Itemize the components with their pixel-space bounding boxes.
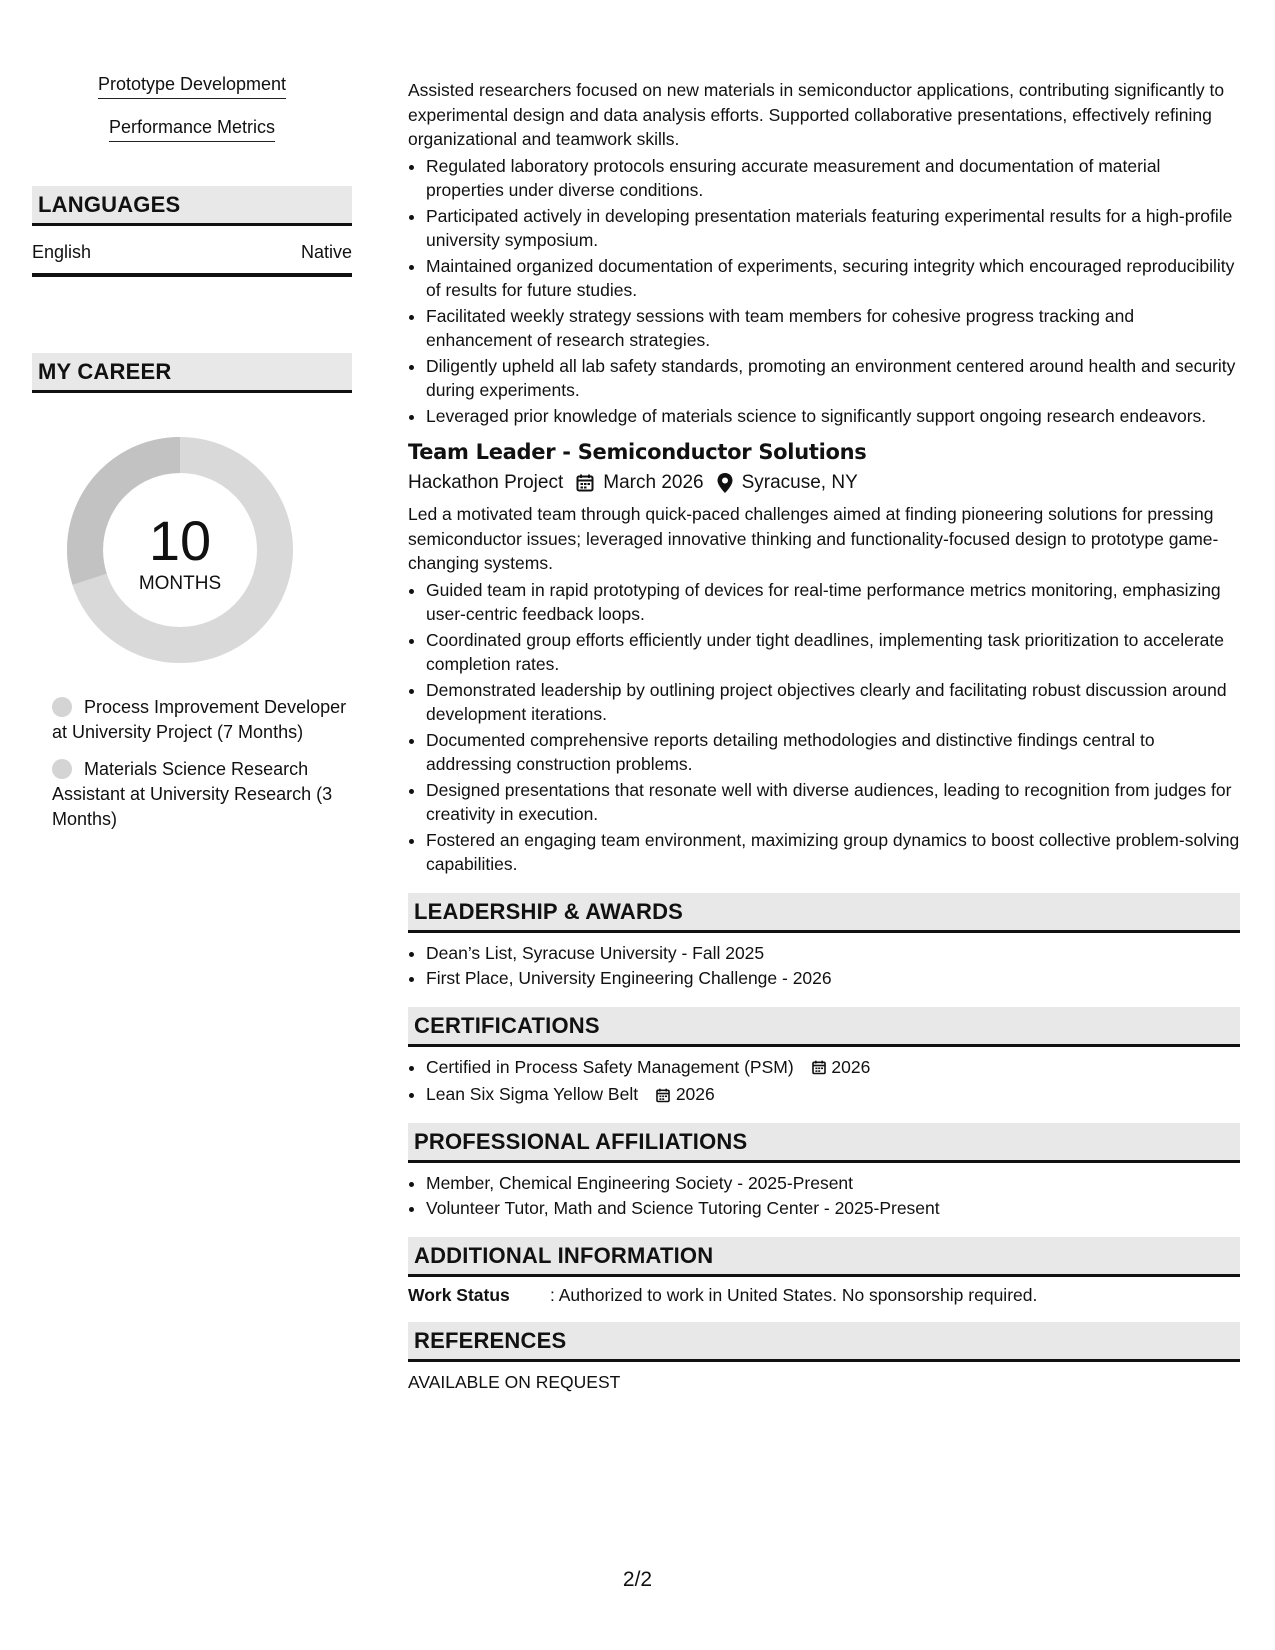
legend-dot	[52, 697, 72, 717]
certifications-list	[408, 1055, 1240, 1107]
work-status-value: : Authorized to work in United States. No sponsorship required.	[550, 1284, 1038, 1305]
job-title: Team Leader - Semiconductor Solutions	[408, 440, 867, 464]
certifications-header: CERTIFICATIONS	[408, 1007, 1240, 1047]
calendar-icon	[655, 1087, 671, 1104]
certification-item: • Lean Six Sigma Yellow Belt 2026	[426, 1082, 1240, 1107]
career-total-unit: MONTHS	[138, 573, 222, 594]
language-row	[32, 226, 352, 277]
award-item: • Dean’s List, Syracuse University - Fall 2025	[426, 941, 1240, 966]
job-summary: Led a motivated team through quick-paced challenges aimed at finding pioneering solutions for pressing semiconductor issues; leveraged innovative thinking and functionality-focused design to prototype game-changing systems.	[408, 504, 1219, 573]
certification-item: • Certified in Process Safety Management (PSM) 2026	[426, 1055, 1240, 1080]
affiliation-item: • Volunteer Tutor, Math and Science Tutoring Center - 2025-Present	[426, 1196, 1240, 1221]
skills-list	[32, 74, 352, 142]
certification-year: 2026	[675, 1084, 715, 1104]
bullet-item: • Demonstrated leadership by outlining project objectives clearly and facilitating robust discussion around development iterations.	[426, 678, 1240, 727]
experience-entry	[408, 440, 1240, 877]
bullet-item: • Fostered an engaging team environment, maximizing group dynamics to boost collective problem-solving capabilities.	[426, 828, 1240, 877]
career-header: MY CAREER	[32, 353, 352, 393]
languages-section	[32, 186, 352, 277]
page-number: 2/2	[622, 1568, 653, 1591]
references-text: AVAILABLE ON REQUEST	[408, 1371, 621, 1392]
experience-entry	[408, 78, 1240, 428]
bullet-item: • Participated actively in developing presentation materials featuring experimental results for a high-profile university symposium.	[426, 204, 1240, 253]
references-section	[408, 1322, 1240, 1393]
job-date: March 2026	[603, 472, 704, 493]
job-bullets	[408, 578, 1240, 877]
certifications-section	[408, 1007, 1240, 1107]
career-item: Materials Science Research Assistant at University Research (3 Months)	[52, 759, 333, 829]
awards-list	[408, 941, 1240, 991]
additional-info-section	[408, 1237, 1240, 1306]
awards-section	[408, 893, 1240, 991]
job-summary: Assisted researchers focused on new materials in semiconductor applications, contributing significantly to experimental design and data analysis efforts. Supported collaborative presentations, effectively refining organizational and teamwork skills.	[408, 80, 1225, 149]
language-level: Native	[300, 242, 352, 262]
awards-header: LEADERSHIP & AWARDS	[408, 893, 1240, 933]
calendar-icon	[575, 473, 595, 493]
languages-header: LANGUAGES	[32, 186, 352, 226]
additional-info-header: ADDITIONAL INFORMATION	[408, 1237, 1240, 1277]
sidebar	[32, 74, 352, 844]
bullet-item: • Facilitated weekly strategy sessions with team members for cohesive progress tracking and enhancement of research strategies.	[426, 304, 1240, 353]
bullet-item: • Coordinated group efforts efficiently under tight deadlines, implementing task prioritization to accelerate completion rates.	[426, 628, 1240, 677]
job-meta	[408, 472, 1240, 494]
work-status-row	[408, 1277, 1240, 1306]
bullet-item: • Guided team in rapid prototyping of devices for real-time performance metrics monitoring, emphasizing user-centric feedback loops.	[426, 578, 1240, 627]
affiliations-section	[408, 1123, 1240, 1221]
career-item: Process Improvement Developer at University Project (7 Months)	[52, 697, 347, 742]
language-name: English	[32, 242, 92, 262]
career-total-value: 10	[148, 509, 212, 572]
bullet-item: • Leveraged prior knowledge of materials science to significantly support ongoing research endeavors.	[426, 404, 1240, 429]
bullet-item: • Maintained organized documentation of experiments, securing integrity which encouraged reproducibility of results for future studies.	[426, 254, 1240, 303]
career-list	[32, 695, 352, 832]
affiliations-header: PROFESSIONAL AFFILIATIONS	[408, 1123, 1240, 1163]
work-status-label: Work Status	[408, 1284, 510, 1305]
award-item: • First Place, University Engineering Challenge - 2026	[426, 966, 1240, 991]
career-section	[32, 353, 352, 832]
certification-year: 2026	[831, 1056, 871, 1077]
affiliations-list	[408, 1171, 1240, 1221]
skill-item: Prototype Development	[98, 74, 286, 99]
bullet-item: • Diligently upheld all lab safety standards, promoting an environment centered around health and security during experiments.	[426, 354, 1240, 403]
legend-dot	[52, 759, 72, 779]
bullet-item: • Documented comprehensive reports detailing methodologies and distinctive findings central to addressing construction problems.	[426, 728, 1240, 777]
affiliation-item: • Member, Chemical Engineering Society - 2025-Present	[426, 1171, 1240, 1196]
main-content	[408, 78, 1240, 1393]
bullet-item: • Designed presentations that resonate well with diverse audiences, leading to recognition from judges for creativity in execution.	[426, 778, 1240, 827]
career-donut-chart	[67, 437, 293, 663]
location-pin-icon	[716, 472, 734, 494]
job-organization: Hackathon Project	[408, 472, 564, 493]
job-bullets	[408, 154, 1240, 429]
calendar-icon	[811, 1059, 827, 1076]
skill-item: Performance Metrics	[109, 117, 275, 142]
bullet-item: • Regulated laboratory protocols ensuring accurate measurement and documentation of material properties under diverse conditions.	[426, 154, 1240, 203]
references-header: REFERENCES	[408, 1322, 1240, 1362]
job-location: Syracuse, NY	[741, 472, 858, 493]
